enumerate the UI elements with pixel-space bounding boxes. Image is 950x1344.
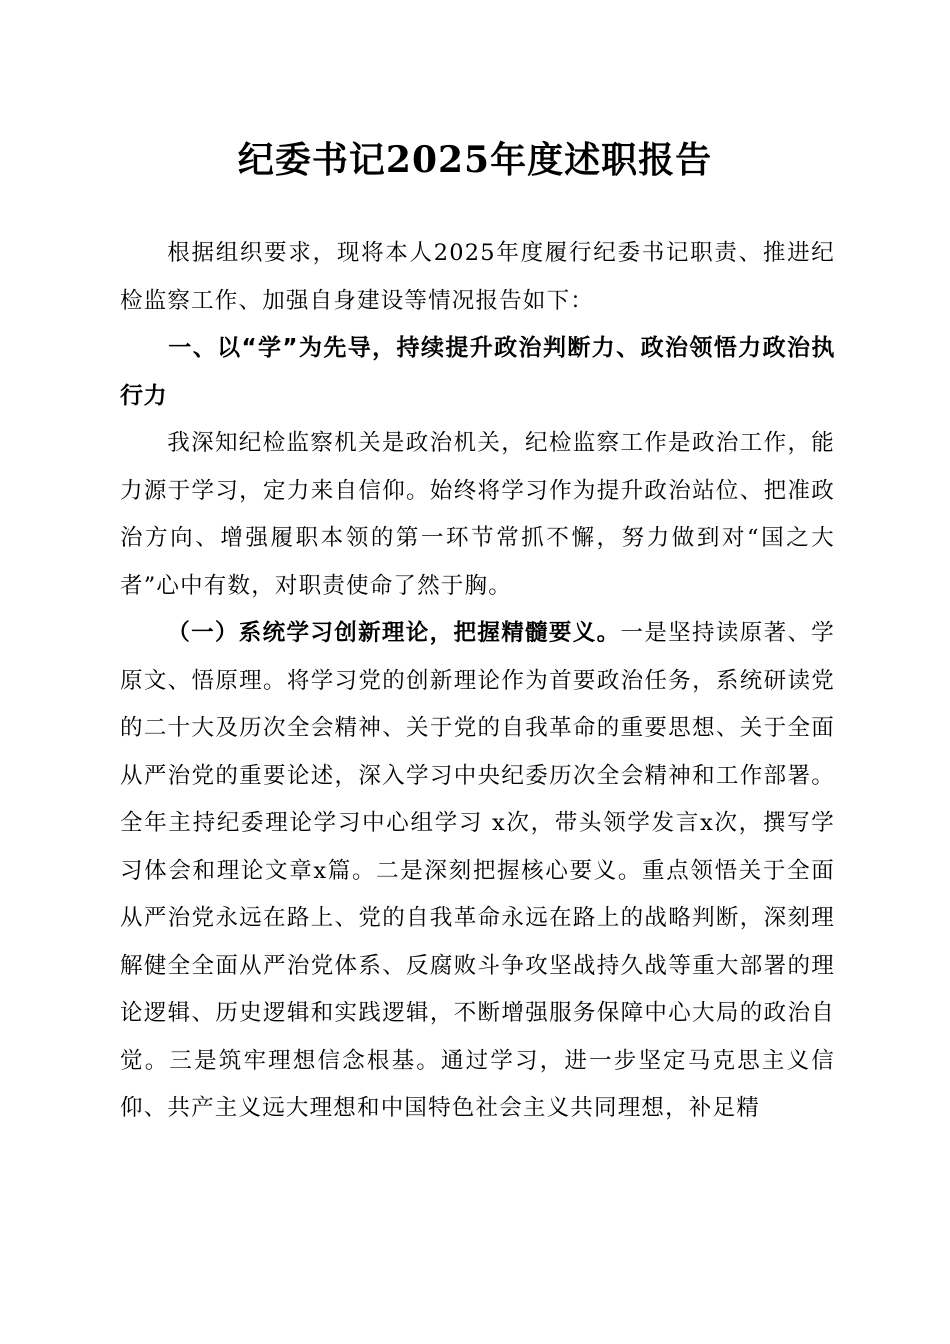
subsection-1-paragraph <box>120 610 835 1133</box>
subsection-1-text: 一是坚持读原著、学原文、悟原理。将学习党的创新理论作为首要政治任务，系统研读党的二十大及历次全会精神、关于党的自我革命的重要思想、关于全面从严治党的重要论述，深入学习中央纪委历次全会精神和工作部署。全年主持纪委理论学习中心组学习 x次，带头领学发言x次，撰写学习体会和理论文章x篇。二是深刻把握核心要义。重点领悟关于全面从严治党永远在路上、党的自我革命永远在路上的战略判断，深刻理解健全全面从严治党体系、反腐败斗争攻坚战持久战等重大部署的理论逻辑、历史逻辑和实践逻辑，不断增强服务保障中心大局的政治自觉。三是筑牢理想信念根基。通过学习，进一步坚定马克思主义信仰、共产主义远大理想和中国特色社会主义共同理想，补足精 <box>120 620 835 1121</box>
document-body <box>120 230 835 1133</box>
document-title: 纪委书记2025年度述职报告 <box>237 139 713 181</box>
section-heading-1: 一、以“学”为先导，持续提升政治判断力、政治领悟力政治执行力 <box>120 335 835 409</box>
subsection-1-label: （一）系统学习创新理论，把握精髓要义。 <box>167 620 621 646</box>
section-1-paragraph: 我深知纪检监察机关是政治机关，纪检监察工作是政治工作，能力源于学习，定力来自信仰。始终将学习作为提升政治站位、把准政治方向、增强履职本领的第一环节常抓不懈，努力做到对“国之大者”心中有数，对职责使命了然于胸。 <box>120 430 835 599</box>
intro-paragraph: 根据组织要求，现将本人2025年度履行纪委书记职责、推进纪检监察工作、加强自身建设等情况报告如下： <box>120 240 835 314</box>
